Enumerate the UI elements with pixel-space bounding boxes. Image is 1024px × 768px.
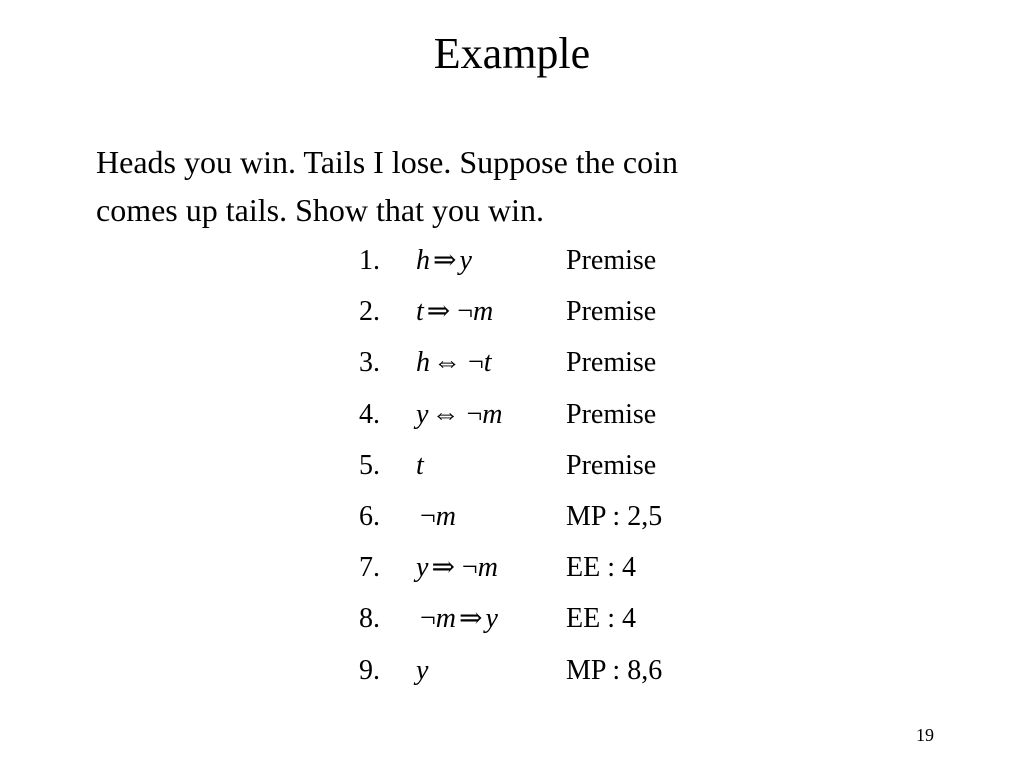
step-formula (416, 449, 424, 483)
step-number: 9. (359, 654, 380, 686)
step-justification: EE : 4 (566, 603, 636, 635)
step-formula (416, 602, 498, 636)
step-number: 7. (359, 552, 380, 584)
intro-text (96, 138, 896, 234)
step-formula (416, 551, 498, 585)
formula-negation: ¬ (457, 296, 474, 328)
step-number: 4. (359, 398, 380, 430)
step-justification: Premise (566, 398, 657, 430)
formula-operator: ⇒ (431, 552, 455, 584)
step-number: 1. (359, 245, 380, 276)
formula-variable: h (416, 347, 430, 379)
formula-operator: ⇔ (433, 347, 461, 379)
step-formula (416, 398, 502, 432)
formula-variable: m (435, 500, 457, 532)
step-number: 2. (359, 296, 380, 328)
formula-variable: y (416, 654, 429, 686)
slide-title: Example (433, 29, 591, 78)
formula-negation: ¬ (420, 603, 436, 635)
step-formula (416, 244, 472, 278)
step-formula (416, 500, 456, 534)
formula-variable: m (477, 552, 498, 584)
page-number: 19 (916, 725, 934, 745)
formula-negation: ¬ (466, 398, 483, 430)
formula-variable: y (416, 552, 429, 584)
step-justification: Premise (566, 245, 657, 276)
formula-operator: ⇒ (433, 245, 457, 276)
step-formula (416, 295, 493, 329)
formula-operator: ⇒ (426, 296, 451, 328)
step-justification: EE : 4 (566, 552, 636, 584)
step-formula (416, 346, 492, 380)
step-justification: Premise (566, 347, 657, 379)
step-number: 3. (359, 347, 380, 379)
step-justification: Premise (566, 296, 657, 328)
step-number: 8. (359, 603, 380, 635)
formula-variable: t (416, 449, 424, 481)
formula-variable: y (459, 245, 472, 276)
formula-negation: ¬ (461, 552, 478, 584)
step-justification: MP : 2,5 (566, 500, 663, 532)
step-formula (416, 654, 428, 688)
step-justification: Premise (566, 449, 657, 481)
formula-variable: m (482, 398, 503, 430)
step-number: 6. (359, 500, 380, 532)
step-number: 5. (359, 449, 380, 481)
formula-variable: t (483, 347, 492, 379)
formula-operator: ⇒ (459, 603, 483, 635)
step-justification: MP : 8,6 (566, 654, 663, 686)
formula-variable: y (485, 603, 498, 635)
formula-variable: m (435, 603, 457, 635)
intro-line-1: Heads you win. Tails I lose. Suppose the coin (96, 144, 678, 180)
formula-operator: ⇔ (431, 398, 460, 430)
formula-variable: m (473, 296, 494, 328)
formula-negation: ¬ (468, 347, 484, 379)
formula-variable: y (416, 398, 429, 430)
formula-negation: ¬ (420, 500, 436, 532)
formula-variable: t (416, 296, 424, 328)
formula-variable: h (416, 245, 430, 276)
intro-line-2: comes up tails. Show that you win. (96, 192, 544, 228)
